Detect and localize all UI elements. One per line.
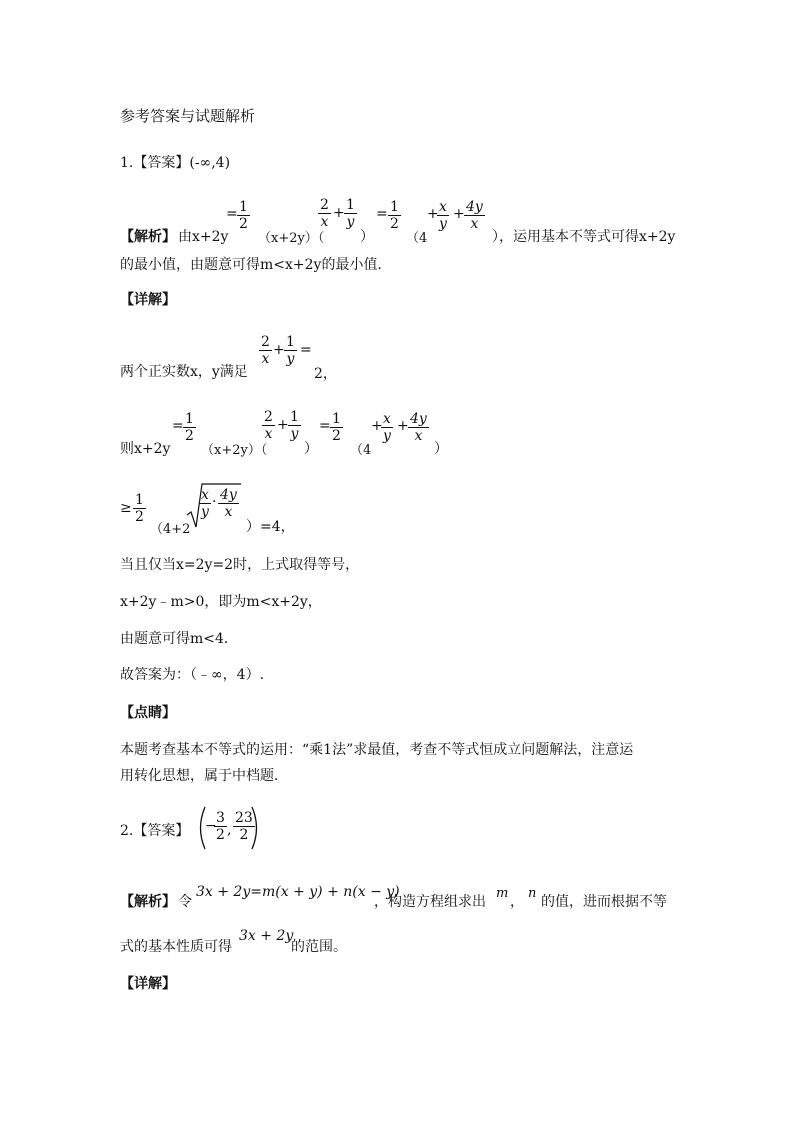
condition-value: 2， bbox=[314, 366, 337, 382]
sep: ， bbox=[510, 894, 524, 910]
var-n: n bbox=[528, 886, 537, 901]
q2-analysis-label: 【解析】 bbox=[120, 894, 176, 910]
ling-text: 令 bbox=[178, 894, 192, 910]
q1-comment-line2: 用转化思想，属于中档题． bbox=[120, 768, 288, 784]
q1-answer-label: 1.【答案】 bbox=[120, 155, 190, 171]
xy-paren: （x+2y）（ bbox=[258, 231, 325, 246]
fraction-4y-over-x: 4y x bbox=[466, 199, 483, 232]
fraction-two-over-x: 2 x bbox=[261, 334, 270, 367]
q2-answer-label: 2.【答案】 bbox=[120, 823, 190, 839]
page-title: 参考答案与试题解析 bbox=[120, 107, 256, 125]
four-open: （4 bbox=[406, 231, 428, 246]
q1-answer bbox=[120, 153, 230, 173]
plus-sign: + bbox=[273, 342, 285, 358]
fraction-one-half: 1 2 bbox=[332, 411, 341, 444]
q1-comment-label: 【点睛】 bbox=[120, 705, 176, 721]
fraction-x-over-y: x y bbox=[383, 411, 391, 444]
equals-sign: = bbox=[376, 206, 388, 222]
plus-sign: + bbox=[333, 205, 345, 221]
fraction-one-half: 1 2 bbox=[185, 411, 194, 444]
q2-line2-a: 式的基本性质可得 bbox=[120, 939, 232, 955]
fraction-two-over-x: 2 x bbox=[320, 197, 329, 230]
q1-when: 当且仅当x=2y=2时，上式取得等号， bbox=[120, 557, 360, 573]
q2-line2-b: 的范围。 bbox=[291, 939, 347, 955]
then-text: 则x+2y bbox=[120, 441, 171, 457]
q1-conclude: 由题意可得m<4. bbox=[120, 631, 229, 647]
close-paren: ） bbox=[360, 229, 374, 245]
plus-sign: + bbox=[427, 206, 439, 222]
fraction-two-over-x: 2 x bbox=[264, 409, 273, 442]
geq-sign: ≥ bbox=[120, 500, 132, 516]
plus-sign: + bbox=[371, 418, 383, 434]
q1-analysis-tail: ），运用基本不等式可得x+2y bbox=[492, 229, 676, 245]
fraction-three-halves: 3 2 bbox=[216, 810, 225, 843]
q1-comment-line1: 本题考查基本不等式的运用：“乘1法”求最值，考查不等式恒成立问题解法，注意运 bbox=[120, 742, 634, 758]
fraction-one-over-y: 1 y bbox=[346, 197, 355, 230]
q1-ineq: x+2y﹣m>0，即为m<x+2y， bbox=[120, 594, 322, 610]
fraction-one-half: 1 2 bbox=[239, 199, 248, 232]
ge-result: ）=4， bbox=[246, 519, 295, 535]
close-paren: ） bbox=[304, 441, 318, 457]
q2-mid-text: ，构造方程组求出 bbox=[374, 894, 486, 910]
close-paren: ） bbox=[434, 441, 448, 457]
equals-sign: = bbox=[172, 418, 184, 434]
q1-analysis-line2: 的最小值，由题意可得m<x+2y的最小值． bbox=[120, 257, 392, 273]
q1-final: 故答案为：（﹣∞，4）. bbox=[120, 667, 265, 683]
q2-expression: 3x + 2y=m(x + y) + n(x − y) bbox=[196, 884, 400, 900]
q2-detail-label: 【详解】 bbox=[120, 976, 176, 992]
q2-expression-2: 3x + 2y bbox=[239, 928, 294, 944]
fraction-x-over-y: x y bbox=[439, 199, 447, 232]
fraction-4y-over-x: 4y x bbox=[220, 487, 237, 520]
ge-four-plus-two: （4+2 bbox=[150, 522, 191, 537]
fraction-one-over-y: 1 y bbox=[286, 334, 295, 367]
four-open: （4 bbox=[350, 443, 372, 458]
q2-tail: 的值，进而根据不等 bbox=[541, 894, 667, 910]
fraction-4y-over-x: 4y x bbox=[410, 411, 427, 444]
xy-paren: （x+2y）（ bbox=[201, 443, 268, 458]
equals-sign: = bbox=[300, 342, 312, 358]
right-paren-icon bbox=[250, 805, 262, 851]
plus-sign: + bbox=[397, 418, 409, 434]
dot-sign: · bbox=[212, 494, 217, 510]
q1-detail-label: 【详解】 bbox=[120, 292, 176, 308]
equals-sign: = bbox=[226, 206, 238, 222]
equals-sign: = bbox=[319, 418, 331, 434]
condition-text: 两个正实数x，y满足 bbox=[120, 364, 248, 380]
plus-sign: + bbox=[277, 417, 289, 433]
q1-analysis-label: 【解析】 bbox=[120, 229, 176, 245]
minus-sign: − bbox=[205, 818, 217, 834]
var-m: m bbox=[496, 886, 509, 901]
comma: , bbox=[227, 822, 232, 838]
fraction-one-half: 1 2 bbox=[390, 199, 399, 232]
fraction-x-over-y: x y bbox=[201, 487, 209, 520]
fraction-23-halves: 23 2 bbox=[235, 810, 253, 843]
q1-answer-value: (-∞,4) bbox=[189, 155, 231, 171]
plus-sign: + bbox=[453, 206, 465, 222]
fraction-one-half: 1 2 bbox=[135, 492, 144, 525]
fraction-one-over-y: 1 y bbox=[290, 409, 299, 442]
q1-analysis-text: 由x+2y bbox=[178, 229, 229, 245]
